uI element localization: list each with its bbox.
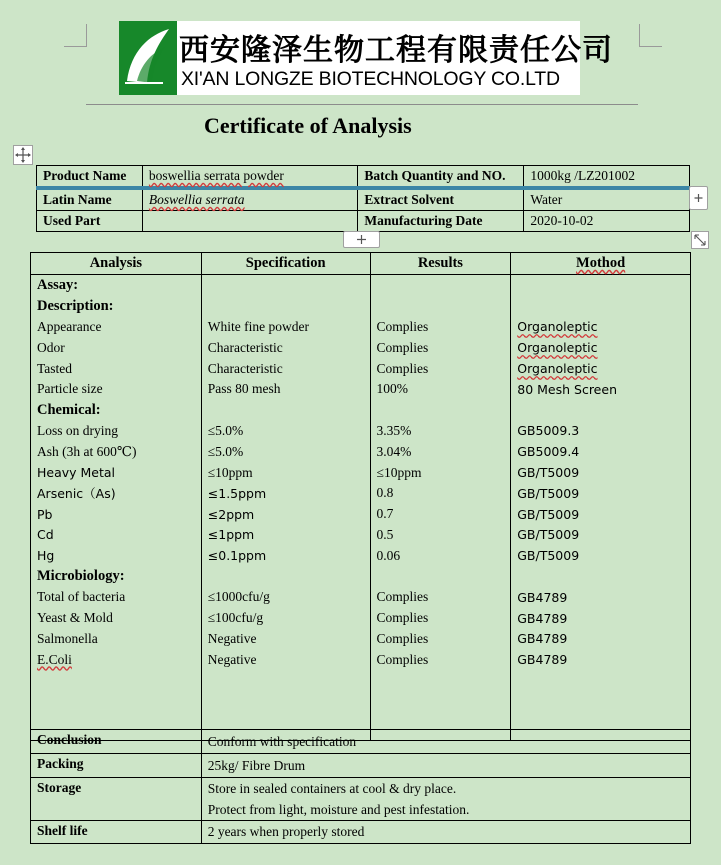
item: Odor	[31, 337, 202, 358]
result: 3.04%	[370, 441, 511, 462]
spec: Negative	[201, 649, 370, 670]
extract-solvent-value[interactable]: Water	[524, 188, 690, 211]
table-row	[37, 211, 690, 232]
plus-icon	[690, 187, 707, 209]
spec: ≤1ppm	[201, 525, 370, 546]
item: Total of bacteria	[31, 587, 202, 608]
add-row-button[interactable]	[343, 231, 380, 248]
table-row	[31, 629, 691, 650]
spec: Pass 80 mesh	[201, 379, 370, 400]
packing-value: 25kg/ Fibre Drum	[201, 753, 690, 777]
spec: ≤0.1ppm	[201, 545, 370, 566]
table-row	[31, 753, 691, 777]
batch-label: Batch Quantity and NO.	[358, 166, 524, 189]
used-part-label: Used Part	[37, 211, 143, 232]
header-method	[511, 253, 691, 275]
storage-line-2: Protect from light, moisture and pest infestation.	[207, 801, 470, 817]
result: 3.35%	[370, 421, 511, 442]
storage-value	[201, 777, 690, 820]
spec: ≤10ppm	[201, 462, 370, 483]
method: GB4789	[511, 649, 691, 670]
table-row	[31, 275, 691, 296]
plus-icon	[344, 232, 379, 247]
move-icon	[14, 146, 32, 164]
crop-mark-top-right	[639, 24, 662, 47]
table-row	[31, 649, 691, 670]
method: Organoleptic	[511, 337, 691, 358]
table-row	[31, 358, 691, 379]
item: Tasted	[31, 358, 202, 379]
result: 0.7	[370, 504, 511, 525]
crop-mark-top-left	[64, 24, 87, 47]
resize-icon	[692, 232, 708, 248]
result: 0.5	[370, 525, 511, 546]
mfg-date-value[interactable]: 2020-10-02	[524, 211, 690, 232]
product-name-label: Product Name	[37, 166, 143, 189]
table-row	[31, 566, 691, 587]
item: E.Coli	[31, 649, 202, 670]
spec: Negative	[201, 629, 370, 650]
item: Particle size	[31, 379, 202, 400]
result: Complies	[370, 587, 511, 608]
item: Hg	[31, 545, 202, 566]
table-row	[31, 483, 691, 504]
spec: ≤100cfu/g	[201, 608, 370, 629]
item: Ash (3h at 600℃)	[31, 441, 202, 462]
table-row	[31, 820, 691, 844]
table-row	[37, 166, 690, 189]
method: 80 Mesh Screen	[511, 379, 691, 400]
spec: ≤5.0%	[201, 441, 370, 462]
conclusion-label: Conclusion	[31, 730, 202, 754]
item: Heavy Metal	[31, 462, 202, 483]
method: GB/T5009	[511, 525, 691, 546]
spec: White fine powder	[201, 317, 370, 338]
spec: ≤5.0%	[201, 421, 370, 442]
table-header-row	[31, 253, 691, 275]
result: 100%	[370, 379, 511, 400]
extract-solvent-label: Extract Solvent	[358, 188, 524, 211]
result: Complies	[370, 358, 511, 379]
header-method-text: Mothod	[576, 255, 626, 271]
table-row	[31, 545, 691, 566]
table-row	[31, 608, 691, 629]
method: GB/T5009	[511, 504, 691, 525]
item: Loss on drying	[31, 421, 202, 442]
spec: ≤1000cfu/g	[201, 587, 370, 608]
table-row	[31, 337, 691, 358]
company-name-cn: 西安隆泽生物工程有限责任公司	[179, 33, 613, 68]
table-row	[31, 504, 691, 525]
result: Complies	[370, 629, 511, 650]
document-title: Certificate of Analysis	[204, 113, 412, 138]
item: Pb	[31, 504, 202, 525]
leaf-logo-icon	[119, 21, 177, 95]
batch-value[interactable]: 1000kg /LZ201002	[524, 166, 690, 189]
method: GB/T5009	[511, 483, 691, 504]
header-divider	[86, 104, 638, 105]
storage-line-1: Store in sealed containers at cool & dry place.	[207, 780, 457, 796]
table-move-handle[interactable]	[13, 145, 33, 165]
header-specification: Specification	[201, 253, 370, 275]
table-row	[31, 317, 691, 338]
spec: Characteristic	[201, 337, 370, 358]
mfg-date-label: Manufacturing Date	[358, 211, 524, 232]
method: GB5009.4	[511, 441, 691, 462]
method: GB/T5009	[511, 462, 691, 483]
table-resize-handle[interactable]	[691, 231, 709, 249]
spec: Characteristic	[201, 358, 370, 379]
section-chemical: Chemical:	[31, 400, 202, 421]
item: Yeast & Mold	[31, 608, 202, 629]
result: ≤10ppm	[370, 462, 511, 483]
latin-name-label: Latin Name	[37, 188, 143, 211]
result: Complies	[370, 608, 511, 629]
latin-name-value[interactable]	[142, 188, 358, 211]
table-row	[31, 421, 691, 442]
add-column-button[interactable]	[689, 186, 708, 210]
method: GB4789	[511, 629, 691, 650]
method: Organoleptic	[511, 358, 691, 379]
result: 0.8	[370, 483, 511, 504]
header-results: Results	[370, 253, 511, 275]
method: GB/T5009	[511, 545, 691, 566]
method: GB4789	[511, 587, 691, 608]
section-microbiology: Microbiology:	[31, 566, 202, 587]
packing-label: Packing	[31, 753, 202, 777]
table-row	[31, 400, 691, 421]
spec: ≤1.5ppm	[201, 483, 370, 504]
used-part-value[interactable]	[142, 211, 358, 232]
storage-label: Storage	[31, 777, 202, 820]
result: Complies	[370, 337, 511, 358]
item: Arsenic（As)	[31, 483, 202, 504]
result: Complies	[370, 649, 511, 670]
table-row	[31, 462, 691, 483]
method: Organoleptic	[511, 317, 691, 338]
summary-table	[30, 729, 691, 844]
section-assay: Assay:	[31, 275, 202, 296]
spec: ≤2ppm	[201, 504, 370, 525]
latin-name-text: Boswellia serrata	[148, 192, 245, 207]
item: Appearance	[31, 317, 202, 338]
conclusion-value: Conform with specification	[201, 730, 690, 754]
company-name-en: XI'AN LONGZE BIOTECHNOLOGY CO.LTD	[181, 68, 560, 90]
result: Complies	[370, 317, 511, 338]
method: GB4789	[511, 608, 691, 629]
table-row	[31, 525, 691, 546]
product-info-table	[36, 165, 690, 232]
analysis-table	[30, 252, 691, 741]
table-row	[31, 441, 691, 462]
company-logo	[119, 21, 613, 95]
table-row	[37, 188, 690, 211]
item: Salmonella	[31, 629, 202, 650]
product-name-text: boswellia serrata powder	[148, 168, 284, 183]
shelf-life-value: 2 years when properly stored	[201, 820, 690, 844]
table-row	[31, 296, 691, 317]
result: 0.06	[370, 545, 511, 566]
product-name-value[interactable]	[142, 166, 358, 189]
table-row	[31, 587, 691, 608]
item: Cd	[31, 525, 202, 546]
table-row	[31, 777, 691, 820]
header-analysis: Analysis	[31, 253, 202, 275]
section-description: Description:	[31, 296, 202, 317]
table-row	[31, 730, 691, 754]
shelf-life-label: Shelf life	[31, 820, 202, 844]
method: GB5009.3	[511, 421, 691, 442]
table-row	[31, 379, 691, 400]
